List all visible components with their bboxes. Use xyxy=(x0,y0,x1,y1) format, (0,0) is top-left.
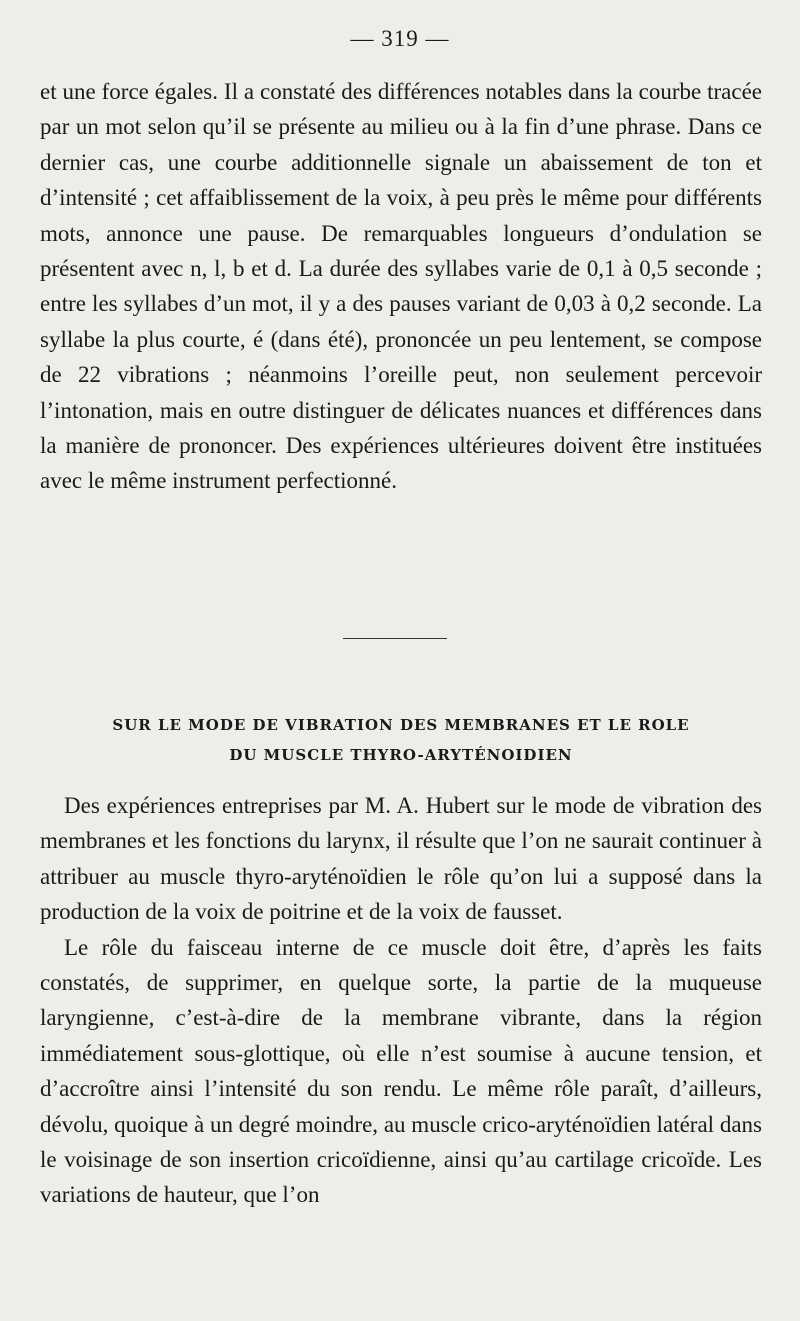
section-body xyxy=(40,788,762,1213)
paragraph-text: Le rôle du faisceau interne de ce muscle doit être, d’après les faits constatés, de supprimer, en quelque sorte, la partie de la muqueuse laryngienne, c’est-à-dire de la membrane vibrante, dans la région immédiatement sous-glottique, où elle n’est soumise à aucune tension, et d’accroître ainsi l’intensité du son rendu. Le même rôle paraît, d’ailleurs, dévolu, quoique à un degré moindre, au muscle crico-aryténoïdien latéral dans le voisinage de son insertion cricoïdienne, ainsi qu’au cartilage cricoïde. Les variations de hauteur, que l’on xyxy=(40,934,762,1208)
section-heading-line-1: SUR LE MODE DE VIBRATION DES MEMBRANES ET LE ROLE xyxy=(112,716,690,734)
paragraph-text: et une force égales. Il a constaté des différences notables dans la courbe tracée par un mot selon qu’il se présente au milieu ou à la fin d’une phrase. Dans ce dernier cas, une courbe additionnelle signale un abaissement de ton et d’intensité ; cet affaiblissement de la voix, à peu près le même pour différents mots, annonce une pause. De remarquables longueurs d’ondulation se présentent avec n, l, b et d. La durée des syllabes varie de 0,1 à 0,5 seconde ; entre les syllabes d’un mot, il y a des pauses variant de 0,03 à 0,2 seconde. La syllabe la plus courte, é (dans été), prononcée un peu lentement, se compose de 22 vibrations ; néanmoins l’oreille peut, non seulement percevoir l’intonation, mais en outre distinguer de délicates nuances et différences dans la manière de prononcer. Des expériences ultérieures doivent être instituées avec le même instrument perfectionné. xyxy=(40,79,762,494)
section-heading-line-2: DU MUSCLE THYRO-ARYTÉNOIDIEN xyxy=(229,746,573,764)
paragraph-text: Des expériences entreprises par M. A. Hubert sur le mode de vibration des membranes et les fonctions du larynx, il résulte que l’on ne saurait continuer à attribuer au muscle thyro-aryténoïdien le rôle qu’on lui a supposé dans la production de la voix de poitrine et de la voix de fausset. xyxy=(40,793,762,925)
section-divider xyxy=(343,638,447,639)
page-number: — 319 — xyxy=(350,26,450,51)
paragraph-continued xyxy=(40,74,762,499)
section-heading xyxy=(40,710,762,770)
